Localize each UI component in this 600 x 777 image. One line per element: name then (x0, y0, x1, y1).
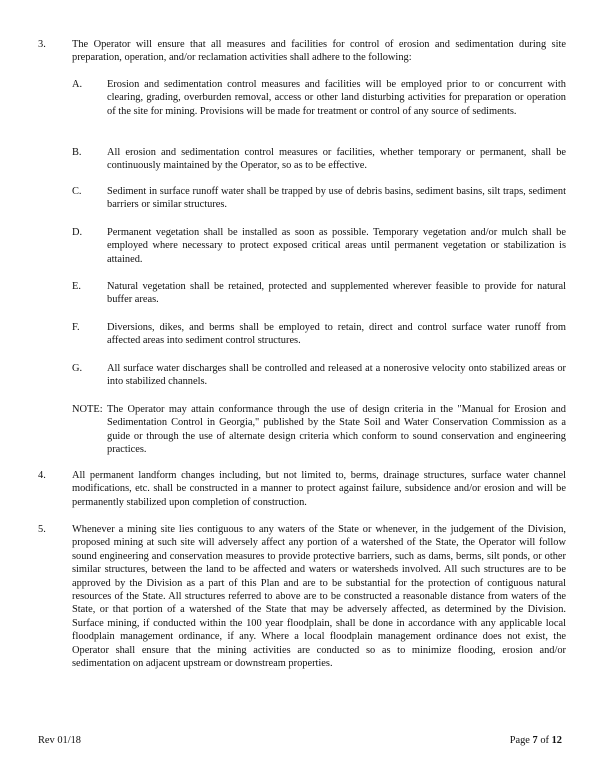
note-text: The Operator may attain conformance through the use of design criteria in the "Manual for Erosion and Sedimentation Control in Georgia," published by the State Soil and Water Conservation Commission as a guide or through the use of alternate design criteria which conform to sound conservation and engineering practices. (107, 404, 566, 456)
page-label: Page (509, 735, 530, 746)
subitem-letter: B. (72, 147, 82, 158)
subitem-text: All erosion and sedimentation control measures or facilities, whether temporary or permanent, shall be continuously maintained by the Operator, so as to be effective. (107, 147, 566, 172)
page-current: 7 (532, 735, 538, 746)
footer-revision: Rev 01/18 (38, 735, 82, 746)
subitem-letter: D. (72, 227, 83, 238)
subitem-letter: E. (72, 281, 81, 292)
page-of-label: of (540, 735, 549, 746)
note-label: NOTE: (72, 404, 103, 415)
subitem-text: Sediment in surface runoff water shall be trapped by use of debris basins, sediment basins, silt traps, sediment barriers or similar structures. (107, 186, 566, 211)
subitem-letter: F. (72, 322, 80, 333)
subitem-text: All surface water discharges shall be controlled and released at a nonerosive velocity onto stabilized areas or into stabilized channels. (107, 363, 566, 388)
footer-page-number (510, 734, 562, 747)
item-text: Whenever a mining site lies contiguous to any waters of the State or whenever, in the judgement of the Division, proposed mining at such site will adversely affect any portion of a watershed of the State, the Operator will follow sound engineering and conservation measures to provide protective barriers, such as dams, berms, silt ponds, or other similar structures, between the land to be affected and waters or watersheds involved. All such structures are to be approved by the Division as a part of this Plan and are to be substantial for the protection of contiguous natural resources of the State. All structures referred to above are to be constructed a reasonable distance from waters of the State, or that portion of a watershed of the State that may be adversely affected, as determined by the Division. Surface mining, if conducted within the 100 year floodplain, shall be done in accordance with any applicable local floodplain management ordinance, if any. Where a local floodplain management ordinance does not exist, the Operator shall ensure that the mining activities are conducted so as to minimize flooding, erosion and/or sedimentation on adjacent upstream or downstream properties. (72, 524, 566, 670)
item-number: 4. (38, 470, 46, 481)
page-total: 12 (551, 735, 562, 746)
subitem-letter: G. (72, 363, 83, 374)
subitem-text: Natural vegetation shall be retained, protected and supplemented wherever feasible to provide for natural buffer areas. (107, 281, 566, 306)
subitem-text: Diversions, dikes, and berms shall be employed to retain, direct and control surface water runoff from affected areas into sediment control structures. (107, 322, 566, 347)
item-number: 3. (38, 39, 46, 50)
item-text: The Operator will ensure that all measures and facilities for control of erosion and sedimentation during site preparation, operation, and/or reclamation activities shall adhere to the following: (72, 39, 566, 64)
subitem-text: Erosion and sedimentation control measures and facilities will be employed prior to or concurrent with clearing, grading, overburden removal, access or other land disturbing activities for preparation or operation of the site for mining. Provisions will be made for treatment or control of any source of sediments. (107, 79, 566, 117)
item-number: 5. (38, 524, 46, 535)
subitem-letter: A. (72, 79, 83, 90)
subitem-text: Permanent vegetation shall be installed as soon as possible. Temporary vegetation and/or mulch shall be employed where necessary to protect exposed critical areas until permanent vegetation or stabilization is attained. (107, 227, 566, 265)
subitem-letter: C. (72, 186, 82, 197)
item-text: All permanent landform changes including, but not limited to, berms, drainage structures, surface water channel modifications, etc. shall be constructed in a manner to protect against failure, subsidence and/or erosion and will be permanently stabilized upon completion of construction. (72, 470, 566, 508)
